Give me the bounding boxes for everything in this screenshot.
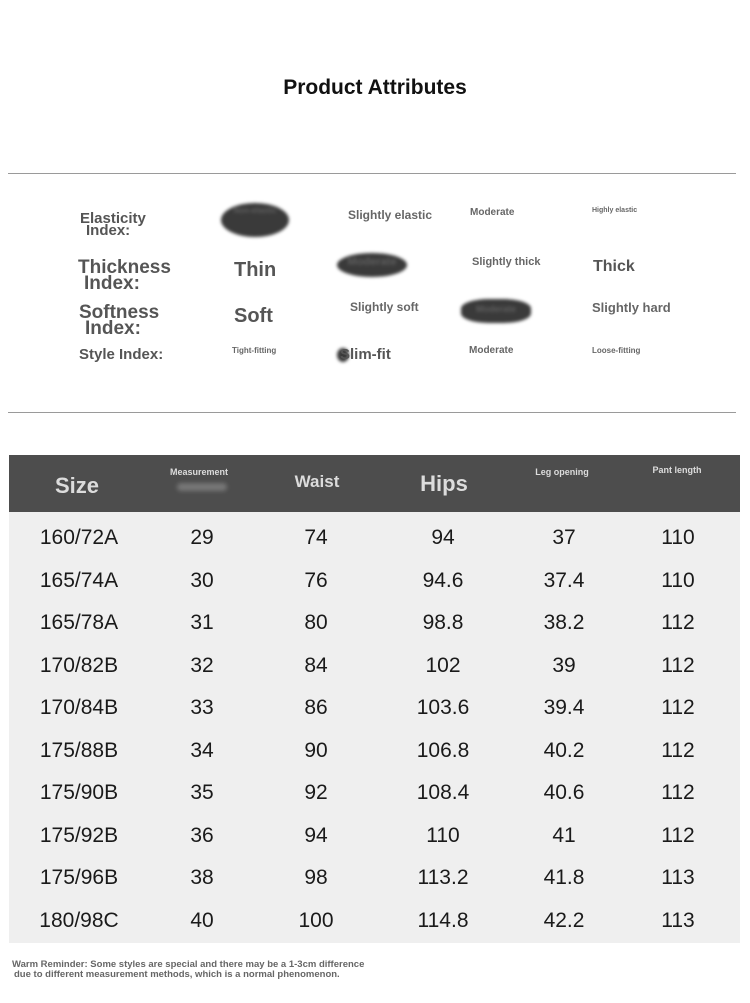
- table-cell: 112: [661, 781, 695, 804]
- table-cell: 40.6: [543, 781, 585, 804]
- table-cell: 37.4: [543, 568, 585, 592]
- option-slightly-soft: Slightly soft: [350, 300, 419, 314]
- table-cell: 39.4: [543, 696, 585, 719]
- table-cell: 40.2: [543, 738, 585, 762]
- option-moderate-softness: Moderate: [475, 304, 516, 314]
- table-cell: 98.8: [422, 611, 464, 634]
- size-table: [9, 455, 740, 943]
- table-cell: 74: [304, 526, 328, 549]
- header-size: Size: [54, 473, 100, 498]
- table-cell: 113: [661, 866, 695, 889]
- header-pant-length: Pant length: [652, 465, 702, 475]
- softness-label-line2: Index:: [85, 317, 141, 339]
- table-cell: 114.8: [417, 908, 469, 932]
- table-cell: 170/84B: [39, 696, 119, 719]
- table-cell: 37: [552, 526, 576, 549]
- option-loose-fitting: Loose-fitting: [592, 346, 641, 355]
- table-cell: 175/96B: [39, 866, 119, 889]
- option-slightly-hard: Slightly hard: [592, 300, 671, 315]
- table-cell: 80: [304, 611, 328, 634]
- warm-reminder-line1: Warm Reminder: Some styles are special and there may be a 1-3cm difference: [12, 959, 365, 970]
- table-cell: 29: [190, 526, 214, 549]
- table-cell: 112: [661, 696, 695, 719]
- table-cell: 94.6: [422, 568, 464, 592]
- table-cell: 39: [552, 653, 576, 677]
- table-cell: 86: [304, 696, 328, 719]
- selected-marker-non-elastic: [221, 203, 289, 237]
- option-moderate-style: Moderate: [469, 345, 514, 356]
- table-cell: 180/98C: [39, 908, 119, 932]
- table-cell: 110: [426, 823, 460, 847]
- table-cell: 92: [304, 781, 328, 804]
- table-cell: 102: [425, 653, 461, 677]
- table-cell: 98: [304, 866, 328, 889]
- table-cell: 170/82B: [39, 653, 119, 677]
- option-thin: Thin: [234, 259, 277, 281]
- option-slightly-elastic: Slightly elastic: [348, 208, 433, 222]
- table-cell: 94: [431, 526, 455, 549]
- table-cell: 112: [661, 653, 695, 677]
- elasticity-label-line2: Index:: [86, 222, 131, 240]
- table-cell: 42.2: [543, 908, 585, 932]
- table-cell: 100: [298, 908, 334, 932]
- option-moderate-elasticity: Moderate: [470, 207, 515, 218]
- style-index-label: [79, 346, 164, 363]
- table-cell: 108.4: [416, 781, 470, 804]
- table-row: [9, 772, 740, 815]
- table-cell: 103.6: [416, 696, 470, 719]
- table-cell: 94: [304, 823, 328, 847]
- table-cell: 90: [304, 738, 328, 762]
- elasticity-label: [80, 210, 146, 240]
- header-hips: Hips: [420, 471, 468, 496]
- selected-marker-moderate-softness: [461, 299, 531, 323]
- style-index-label-text: Style Index:: [79, 346, 164, 363]
- table-row: [9, 517, 740, 560]
- table-row: [9, 687, 740, 730]
- table-cell: 110: [661, 526, 695, 549]
- table-cell: 41: [552, 823, 576, 847]
- table-cell: 112: [661, 738, 695, 762]
- warm-reminder-note: [12, 960, 364, 980]
- option-non-elastic: Non-elastic: [233, 206, 277, 215]
- thickness-label-line2: Index:: [84, 272, 140, 294]
- table-cell: 33: [190, 696, 214, 719]
- table-row: [9, 560, 740, 603]
- table-cell: 84: [304, 653, 328, 677]
- table-cell: 31: [190, 611, 214, 634]
- table-cell: 41.8: [543, 866, 585, 889]
- table-row: [9, 730, 740, 773]
- table-cell: 40: [190, 908, 214, 932]
- table-row: [9, 602, 740, 645]
- header-leg-opening: Leg opening: [535, 467, 589, 477]
- table-cell: 160/72A: [39, 526, 119, 549]
- table-cell: 165/78A: [39, 611, 119, 634]
- table-cell: 175/88B: [39, 738, 119, 762]
- option-highly-elastic: Highly elastic: [592, 207, 638, 214]
- table-cell: 30: [190, 568, 214, 592]
- table-cell: 36: [190, 823, 214, 847]
- thickness-label: [78, 257, 171, 294]
- divider-bottom: [8, 412, 736, 413]
- option-tight-fitting: Tight-fitting: [232, 346, 277, 355]
- table-cell: 34: [190, 738, 214, 762]
- table-cell: 38: [190, 866, 214, 889]
- table-cell: 38.2: [543, 611, 585, 634]
- option-slightly-thick: Slightly thick: [472, 256, 541, 268]
- table-cell: 112: [661, 823, 695, 847]
- table-cell: 113.2: [417, 866, 469, 889]
- softness-label-line1: Softness: [79, 302, 160, 323]
- warm-reminder-line2: due to different measurement methods, which is a normal phenomenon.: [14, 968, 340, 980]
- selected-marker-moderate-thickness: [337, 253, 407, 277]
- table-cell: 32: [190, 653, 214, 677]
- option-soft: Soft: [234, 305, 273, 327]
- elasticity-label-line1: Elasticity: [80, 210, 146, 227]
- option-moderate-thickness: Moderate: [347, 256, 397, 268]
- thickness-label-line1: Thickness: [78, 257, 171, 278]
- table-cell: 165/74A: [39, 568, 119, 592]
- table-cell: 110: [661, 568, 695, 592]
- table-cell: 35: [190, 781, 214, 804]
- table-cell: 113: [661, 908, 695, 932]
- header-measurement: Measurement: [169, 467, 229, 477]
- table-cell: 175/92B: [39, 823, 119, 847]
- table-row: [9, 900, 740, 943]
- table-cell: 175/90B: [39, 781, 119, 804]
- table-cell: 106.8: [416, 738, 470, 762]
- table-row: [9, 645, 740, 688]
- option-thick: Thick: [593, 258, 635, 275]
- attributes-section: [0, 0, 750, 420]
- page-title: Product Attributes: [283, 76, 467, 99]
- table-row: [9, 857, 740, 900]
- table-cell: 76: [304, 568, 328, 592]
- size-table-header: [9, 455, 740, 512]
- header-waist: Waist: [294, 472, 340, 491]
- size-table-body: [9, 517, 740, 942]
- option-slim-fit: Slim-fit: [340, 346, 391, 363]
- softness-label: [79, 302, 160, 339]
- header-measurement-smudge: [177, 483, 227, 491]
- table-row: [9, 815, 740, 858]
- table-cell: 112: [661, 611, 695, 634]
